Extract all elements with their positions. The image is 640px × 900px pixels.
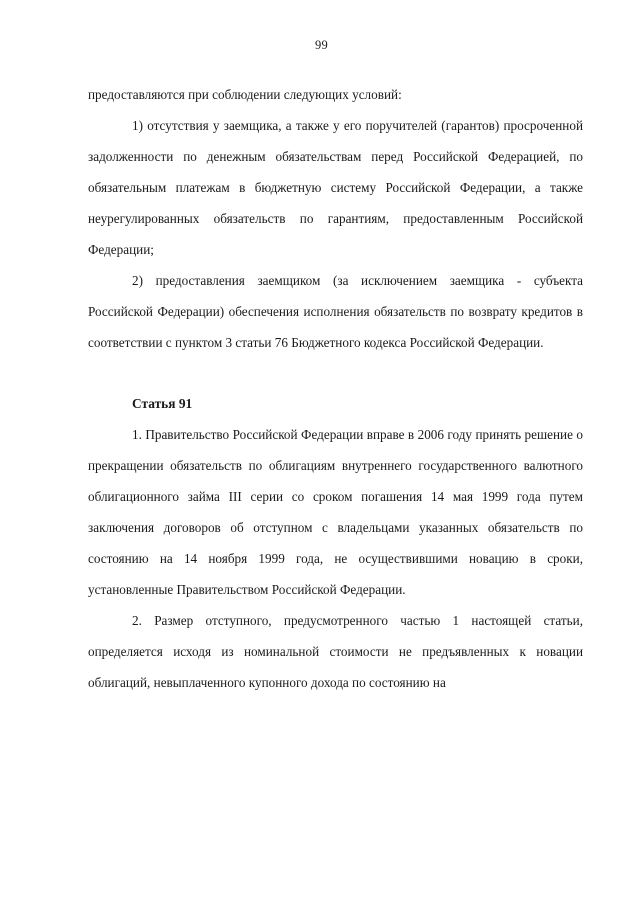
paragraph-article-1: 1. Правительство Российской Федерации вправе в 2006 году принять решение о прекращении обязательств по облигациям внутреннего государственного валютного облигационного займа III серии со сроком погашения 14 мая 1999 года путем заключения договоров об отступном с владельцами указанных обязательств по состоянию на 14 ноября 1999 года, не осуществившими новацию в сроки, установленные Правительством Российской Федерации. xyxy=(88,427,583,597)
paragraph-condition-1: 1) отсутствия у заемщика, а также у его поручителей (гарантов) просроченной задолженности по денежным обязательствам перед Российской Федерацией, по обязательным платежам в бюджетную систему Российской Федерации, а также неурегулированных обязательств по гарантиям, предоставленным Российской Федерации; xyxy=(88,118,583,257)
paragraph-article-2: 2. Размер отступного, предусмотренного частью 1 настоящей статьи, определяется исходя из номинальной стоимости не предъявленных к новации облигаций, невыплаченного купонного дохода по состоянию на xyxy=(88,613,583,690)
paragraph-condition-2: 2) предоставления заемщиком (за исключением заемщика - субъекта Российской Федерации) обеспечения исполнения обязательств по возврату кредитов в соответствии с пунктом 3 статьи 76 Бюджетного кодекса Российской Федерации. xyxy=(88,273,583,350)
article-heading: Статья 91 xyxy=(132,396,193,411)
section-spacer xyxy=(88,358,585,388)
page-number: 99 xyxy=(315,38,328,52)
paragraph-intro: предоставляются при соблюдении следующих условий: xyxy=(88,87,402,102)
document-body xyxy=(88,79,585,698)
